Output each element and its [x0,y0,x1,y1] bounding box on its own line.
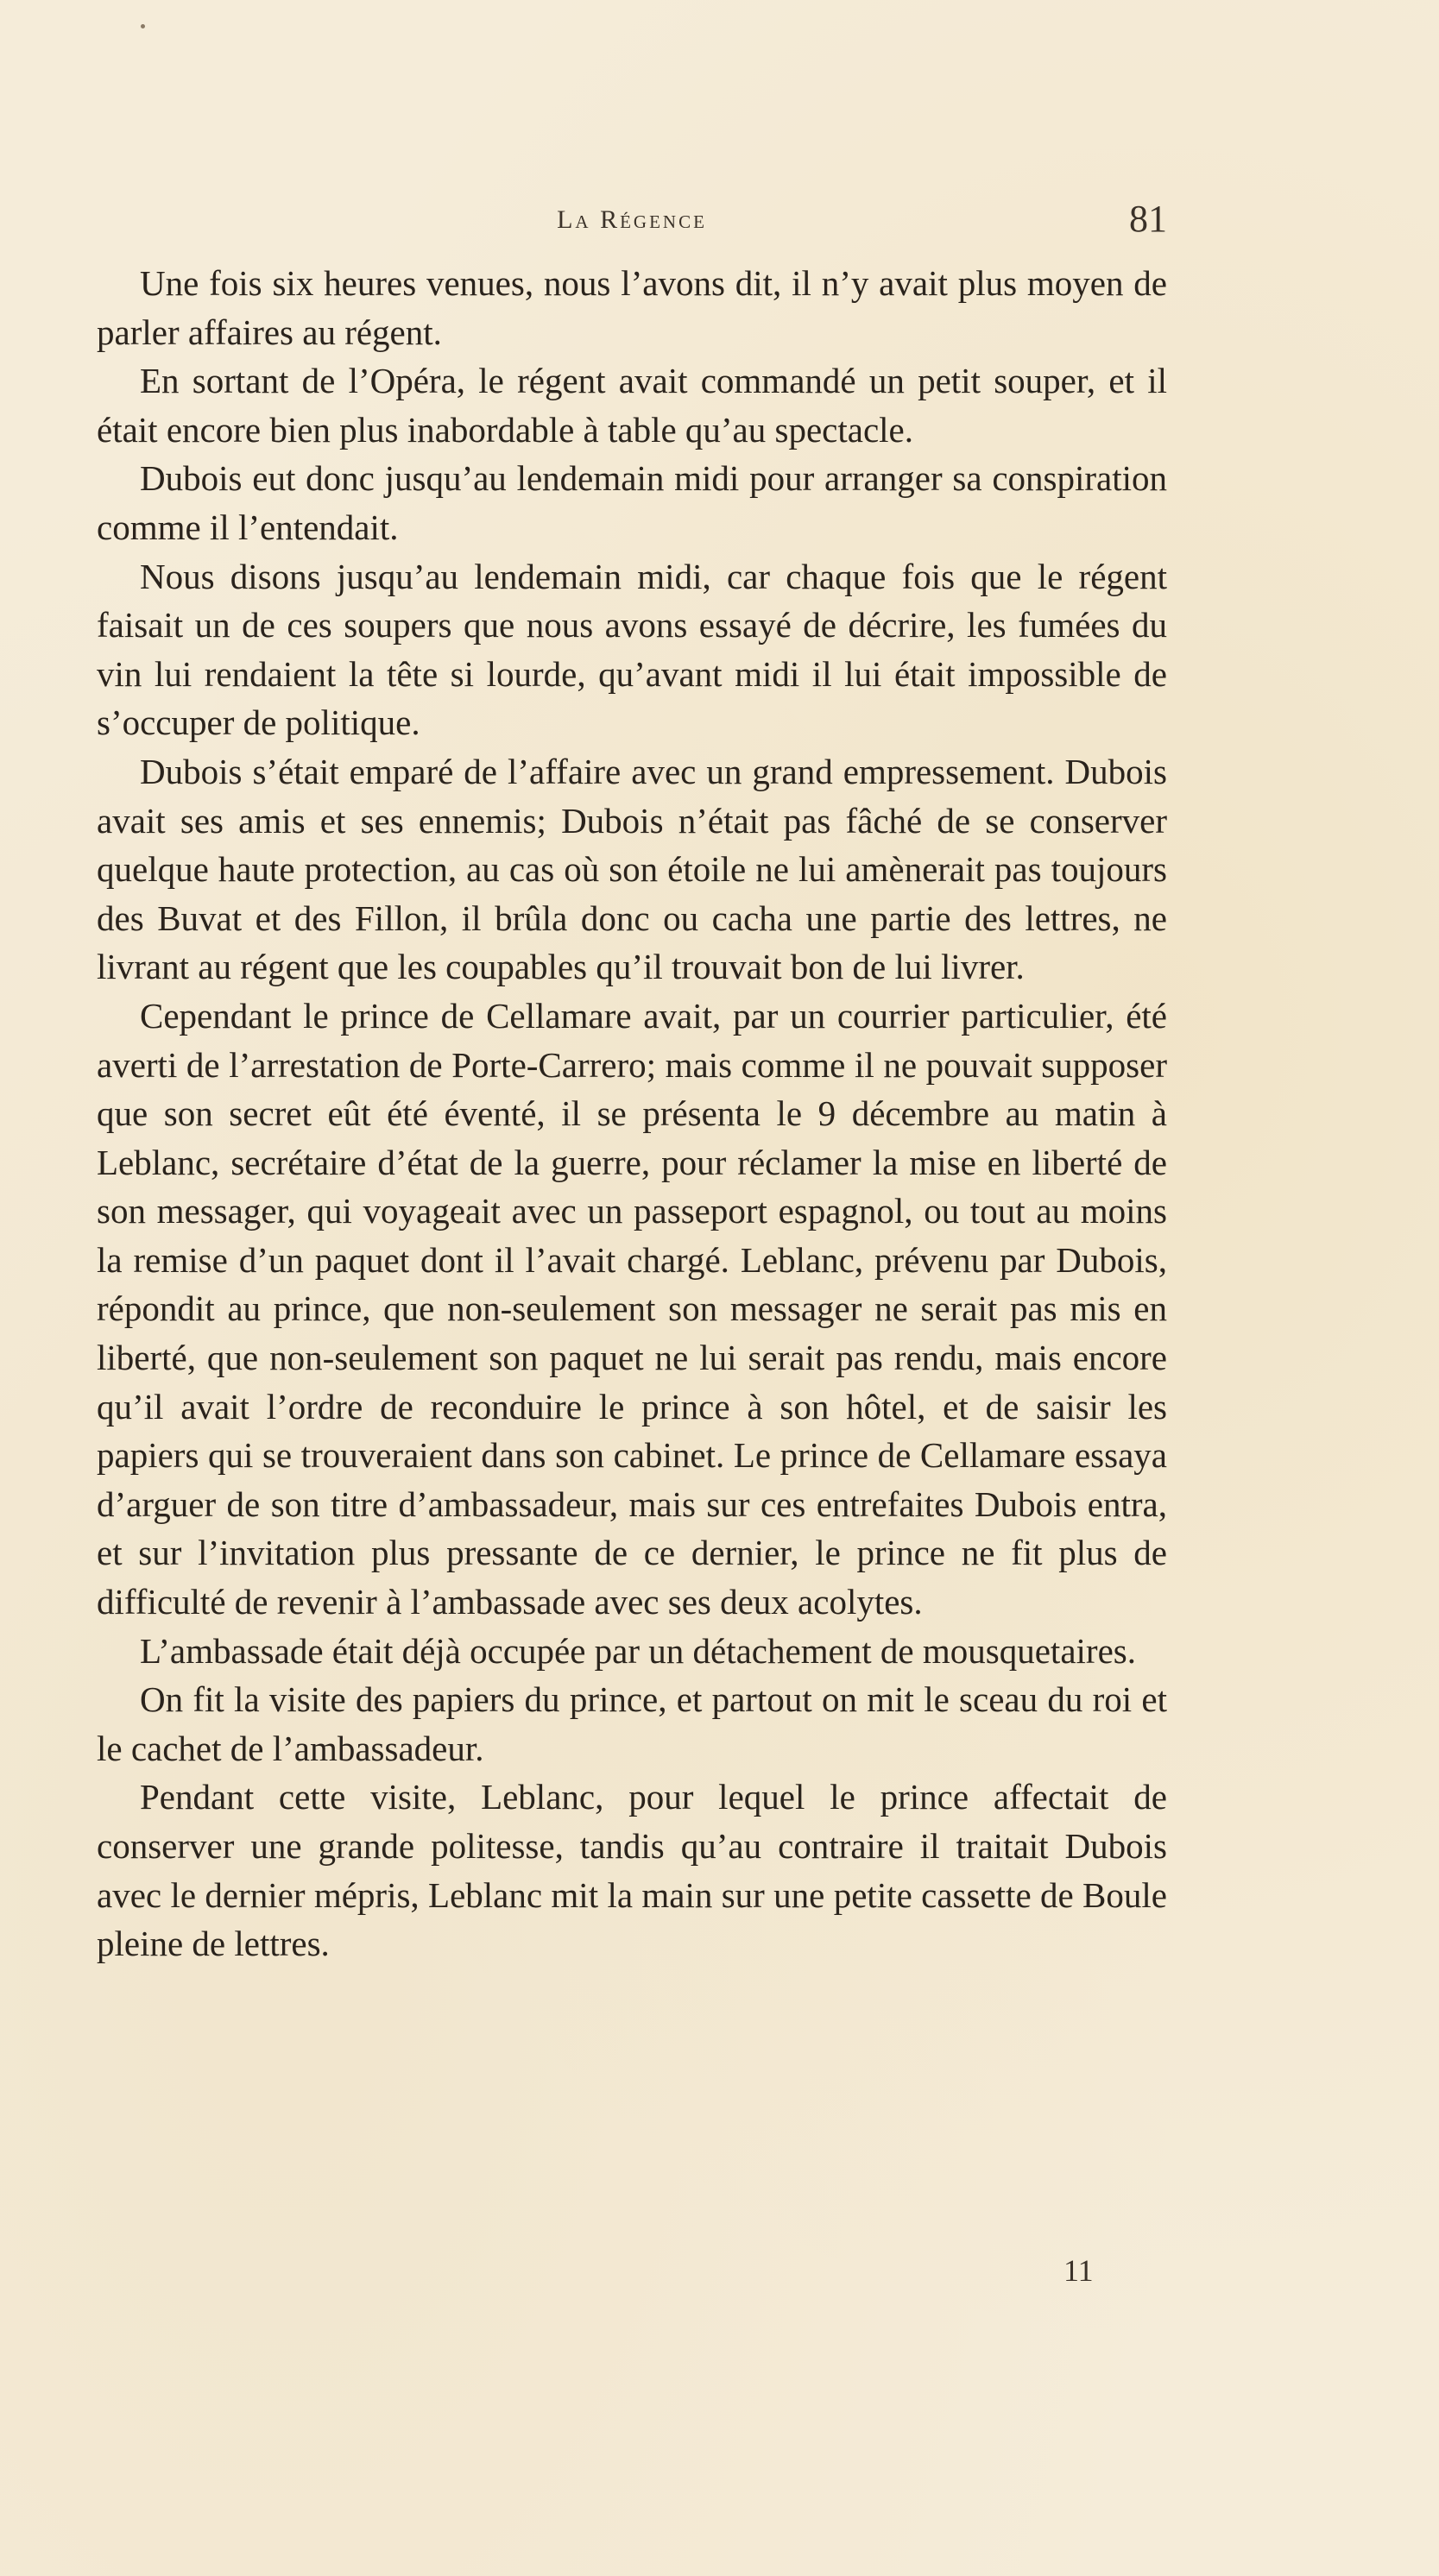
paragraph: Nous disons jusqu’au lendemain midi, car chaque fois que le régent faisait un de ces soupers que nous avons essayé de décrire, les fumées du vin lui rendaient la tête si lourde, qu’avant midi il lui était impossible de s’occuper de politique. [97,556,1167,743]
paragraph: Dubois s’était emparé de l’affaire avec un grand empressement. Dubois avait ses amis et ses ennemis; Dubois n’était pas fâché de se conserver quelque haute protection, au cas où son étoile ne lui amènerait pas toujours des Buvat et des Fillon, il brûla donc ou cacha une partie des lettres, ne livrant au régent que les coupables qu’il trouvait bon de lui livrer. [97,751,1167,987]
paragraph: Cependant le prince de Cellamare avait, par un courrier particulier, été averti de l’arrestation de Porte-Carrero; mais comme il ne pouvait supposer que son secret eût été éventé, il se présenta le 9 décembre au matin à Leblanc, secrétaire d’état de la guerre, pour réclamer la mise en liberté de son messager, qui voyageait avec un passeport espagnol, ou tout au moins la remise d’un paquet dont il l’avait chargé. Leblanc, prévenu par Dubois, répondit au prince, que non-seulement son messager ne serait pas mis en liberté, que non-seulement son paquet ne lui serait pas rendu, mais encore qu’il avait l’ordre de reconduire le prince à son hôtel, et de saisir les papiers qui se trouveraient dans son cabinet. Le prince de Cellamare essaya d’arguer de son titre d’ambassadeur, mais sur ces entrefaites Dubois entra, et sur l’invitation plus pressante de ce dernier, le prince ne fit plus de difficulté de revenir à l’ambassade avec ses deux acolytes. [97,995,1167,1622]
paragraph: Une fois six heures venues, nous l’avons dit, il n’y avait plus moyen de parler affaires au régent. [97,263,1167,352]
signature-mark: 11 [1063,2253,1094,2288]
paragraph: L’ambassade était déjà occupée par un détachement de mousquetaires. [140,1630,1136,1671]
page-number: 81 [1129,198,1167,240]
ink-speck [141,24,145,28]
paragraph: Pendant cette visite, Leblanc, pour lequel le prince affectait de conserver une grande politesse, tandis qu’au contraire il traitait Dubois avec le dernier mépris, Leblanc mit la main sur une petite cassette de Boule pleine de lettres. [97,1777,1167,1964]
text-block [97,259,1167,1968]
paragraph: Dubois eut donc jusqu’au lendemain midi pour arranger sa conspiration comme il l’entendait. [97,458,1167,547]
paragraph: En sortant de l’Opéra, le régent avait commandé un petit souper, et il était encore bien plus inabordable à table qu’au spectacle. [97,361,1167,450]
running-head [97,197,1167,249]
running-title: La Régence [557,205,707,234]
paragraph: On fit la visite des papiers du prince, et partout on mit le sceau du roi et le cachet de l’ambassadeur. [97,1679,1167,1768]
